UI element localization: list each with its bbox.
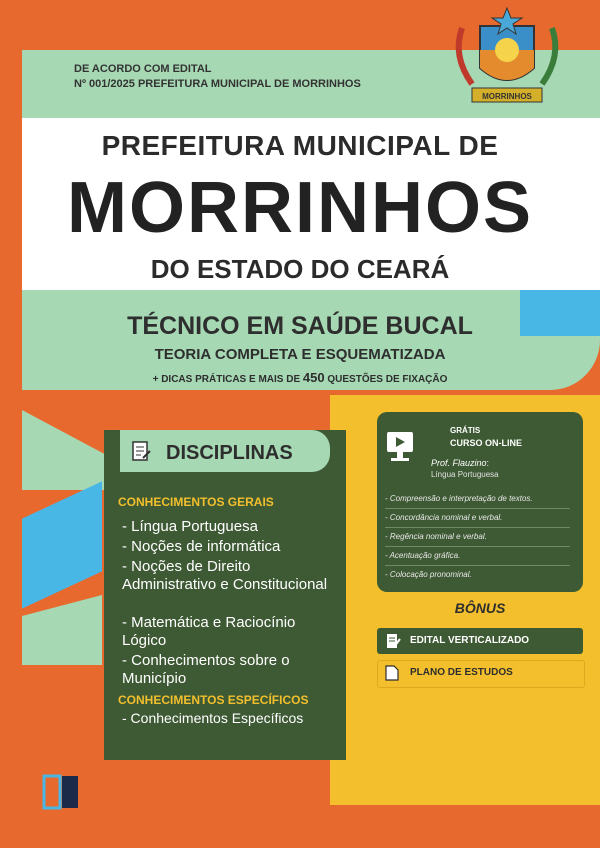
bonus-item-1: EDITAL VERTICALIZADO [410, 635, 530, 646]
topic-divider [385, 565, 570, 566]
edital-line-2: Nº 001/2025 PREFEITURA MUNICIPAL DE MORRINHOS [74, 78, 361, 90]
decor-cyan-left [22, 481, 102, 608]
document-icon [130, 440, 152, 462]
disciplinas-label: DISCIPLINAS [166, 442, 293, 464]
decor-mint-left [22, 410, 112, 490]
subject-item: - Noções de informática [122, 538, 281, 555]
topic-divider [385, 508, 570, 509]
subject-item: - Conhecimentos sobre o Município [122, 652, 290, 687]
monitor-icon [385, 430, 415, 464]
prof-name-text: Prof. Flauzino [431, 458, 487, 468]
especificos-header: CONHECIMENTOS ESPECÍFICOS [118, 693, 309, 707]
edital-line-1: DE ACORDO COM EDITAL [74, 63, 212, 75]
curso-label: CURSO ON-LINE [450, 438, 522, 448]
publisher-logo [40, 772, 84, 816]
subject-item: - Noções de Direito Administrativo e Constitucional [122, 558, 328, 593]
crest-label: MORRINHOS [482, 92, 532, 101]
topic-item: - Compreensão e interpretação de textos. [385, 494, 533, 503]
gerais-header: CONHECIMENTOS GERAIS [118, 495, 274, 509]
edital-note [74, 62, 361, 92]
topic-item: - Regência nominal e verbal. [385, 532, 487, 541]
course-extra-prefix: + DICAS PRÁTICAS E MAIS DE [152, 374, 301, 385]
title-state: DO ESTADO DO CEARÁ [150, 254, 450, 284]
course-extra [0, 370, 600, 385]
title-line-1: PREFEITURA MUNICIPAL DE [101, 130, 499, 161]
decor-mint-left-lower [22, 595, 102, 665]
prof-name: Prof. Flauzino: [431, 458, 490, 468]
bonus-label: BÔNUS [454, 600, 506, 616]
course-extra-count: 450 [302, 370, 325, 385]
prof-subject: Língua Portuguesa [431, 470, 499, 479]
subject-item: - Matemática e Raciocínio Lógico [122, 614, 296, 649]
topic-divider [385, 546, 570, 547]
topic-divider [385, 527, 570, 528]
file-icon [385, 665, 399, 686]
course-title: TÉCNICO EM SAÚDE BUCAL [127, 312, 473, 340]
gratis-label: GRÁTIS [450, 426, 481, 435]
title-city: MORRINHOS [67, 168, 533, 248]
topic-item: - Acentuação gráfica. [385, 551, 461, 560]
topic-item: - Concordância nominal e verbal. [385, 513, 503, 522]
especificos-item: - Conhecimentos Específicos [122, 710, 304, 726]
course-subtitle: TEORIA COMPLETA E ESQUEMATIZADA [154, 346, 446, 363]
course-extra-suffix: QUESTÕES DE FIXAÇÃO [327, 374, 448, 385]
subject-item: - Língua Portuguesa [122, 518, 258, 535]
edit-doc-icon [385, 633, 401, 654]
municipal-crest [432, 6, 582, 112]
topic-item: - Colocação pronominal. [385, 570, 472, 579]
bonus-item-2: PLANO DE ESTUDOS [410, 667, 513, 678]
